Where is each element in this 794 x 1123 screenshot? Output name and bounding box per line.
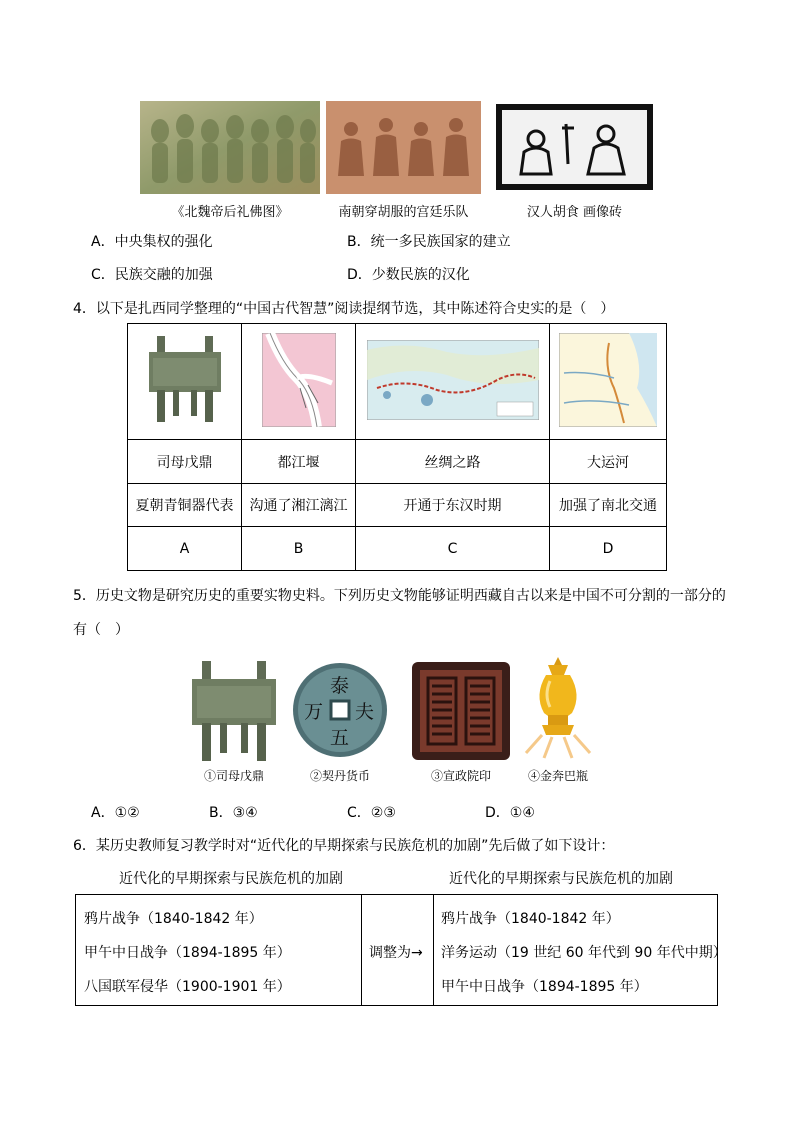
q6-right-item-1: 鸦片战争（1840-1842 年）	[441, 911, 620, 927]
coin-char-bottom: 五	[330, 727, 350, 749]
q5-stem-line2: 有（ ）	[73, 622, 129, 638]
coin-char-right: 夫	[355, 701, 375, 723]
q3-option-b[interactable]: B．统一多民族国家的建立	[347, 234, 511, 250]
q4-image-cell-ding	[128, 324, 242, 440]
q5-image-golden-urn	[522, 655, 594, 760]
q6-stem: 6．某历史教师复习教学时对“近代化的早期探索与民族危机的加剧”先后做了如下设计：	[73, 838, 615, 854]
q4-name-a: 司母戊鼎	[128, 440, 242, 484]
dujiangyan-map	[262, 333, 336, 427]
q3-option-c[interactable]: C．民族交融的加强	[91, 267, 213, 283]
q3-caption-2: 南朝穿胡服的宫廷乐队	[338, 205, 469, 220]
q5-image-coin	[291, 661, 389, 759]
q4-statement-d: 加强了南北交通	[550, 484, 667, 527]
q4-image-cell-silk-road	[356, 324, 550, 440]
q6-heading-right: 近代化的早期探索与民族危机的加剧	[449, 871, 673, 887]
q3-option-a[interactable]: A．中央集权的强化	[91, 234, 213, 250]
q4-image-cell-dujiangyan	[242, 324, 356, 440]
q5-image-seal	[412, 662, 510, 760]
q5-caption-1: ①司母戊鼎	[203, 769, 264, 783]
q5-caption-2: ②契丹货币	[309, 769, 370, 783]
coin-char-left: 万	[304, 701, 324, 723]
q4-statement-c: 开通于东汉时期	[356, 484, 550, 527]
q3-image-han-brick	[496, 104, 653, 190]
q3-caption-3: 汉人胡食 画像砖	[526, 205, 623, 220]
ding-image	[145, 334, 225, 426]
q4-name-d: 大运河	[550, 440, 667, 484]
silk-road-map	[367, 340, 539, 420]
grand-canal-map	[559, 333, 657, 427]
q6-left-item-2: 甲午中日战争（1894-1895 年）	[84, 945, 291, 961]
q6-heading-left: 近代化的早期探索与民族危机的加剧	[119, 871, 343, 887]
q3-option-d[interactable]: D．少数民族的汉化	[347, 267, 470, 283]
q4-image-cell-grand-canal	[550, 324, 667, 440]
q3-image-southern-band	[326, 101, 481, 194]
q3-caption-1: 《北魏帝后礼佛图》	[171, 205, 289, 220]
q4-letter-b[interactable]: B	[242, 527, 356, 571]
q6-left-item-1: 鸦片战争（1840-1842 年）	[84, 911, 263, 927]
q4-name-b: 都江堰	[242, 440, 356, 484]
q6-right-item-2: 洋务运动（19 世纪 60 年代到 90 年代中期）	[441, 945, 727, 961]
q5-image-ding	[188, 659, 280, 764]
q6-left-item-3: 八国联军侵华（1900-1901 年）	[84, 979, 291, 995]
q6-arrow-label: 调整为→	[369, 945, 423, 961]
q3-image-relief-buddha	[140, 101, 320, 194]
q5-option-d[interactable]: D．①④	[485, 805, 535, 821]
q4-statement-a: 夏朝青铜器代表	[128, 484, 242, 527]
q4-statement-b: 沟通了湘江漓江	[242, 484, 356, 527]
q4-letter-a[interactable]: A	[128, 527, 242, 571]
q4-letter-c[interactable]: C	[356, 527, 550, 571]
q4-table	[127, 323, 667, 571]
q5-option-b[interactable]: B．③④	[209, 805, 258, 821]
q4-letter-d[interactable]: D	[550, 527, 667, 571]
q6-comparison-box	[75, 894, 727, 1006]
coin-char-top: 泰	[330, 675, 350, 697]
q5-option-a[interactable]: A．①②	[91, 805, 140, 821]
q4-stem: 4．以下是扎西同学整理的“中国古代智慧”阅读提纲节选，其中陈述符合史实的是（ ）	[73, 301, 615, 317]
q4-name-c: 丝绸之路	[356, 440, 550, 484]
q5-stem-line1: 5．历史文物是研究历史的重要实物史料。下列历史文物能够证明西藏自古以来是中国不可分割的一部分的	[73, 588, 726, 604]
q5-option-c[interactable]: C．②③	[347, 805, 396, 821]
q5-caption-3: ③宣政院印	[430, 769, 491, 783]
q5-caption-4: ④金奔巴瓶	[527, 769, 588, 783]
q6-right-item-3: 甲午中日战争（1894-1895 年）	[441, 979, 648, 995]
